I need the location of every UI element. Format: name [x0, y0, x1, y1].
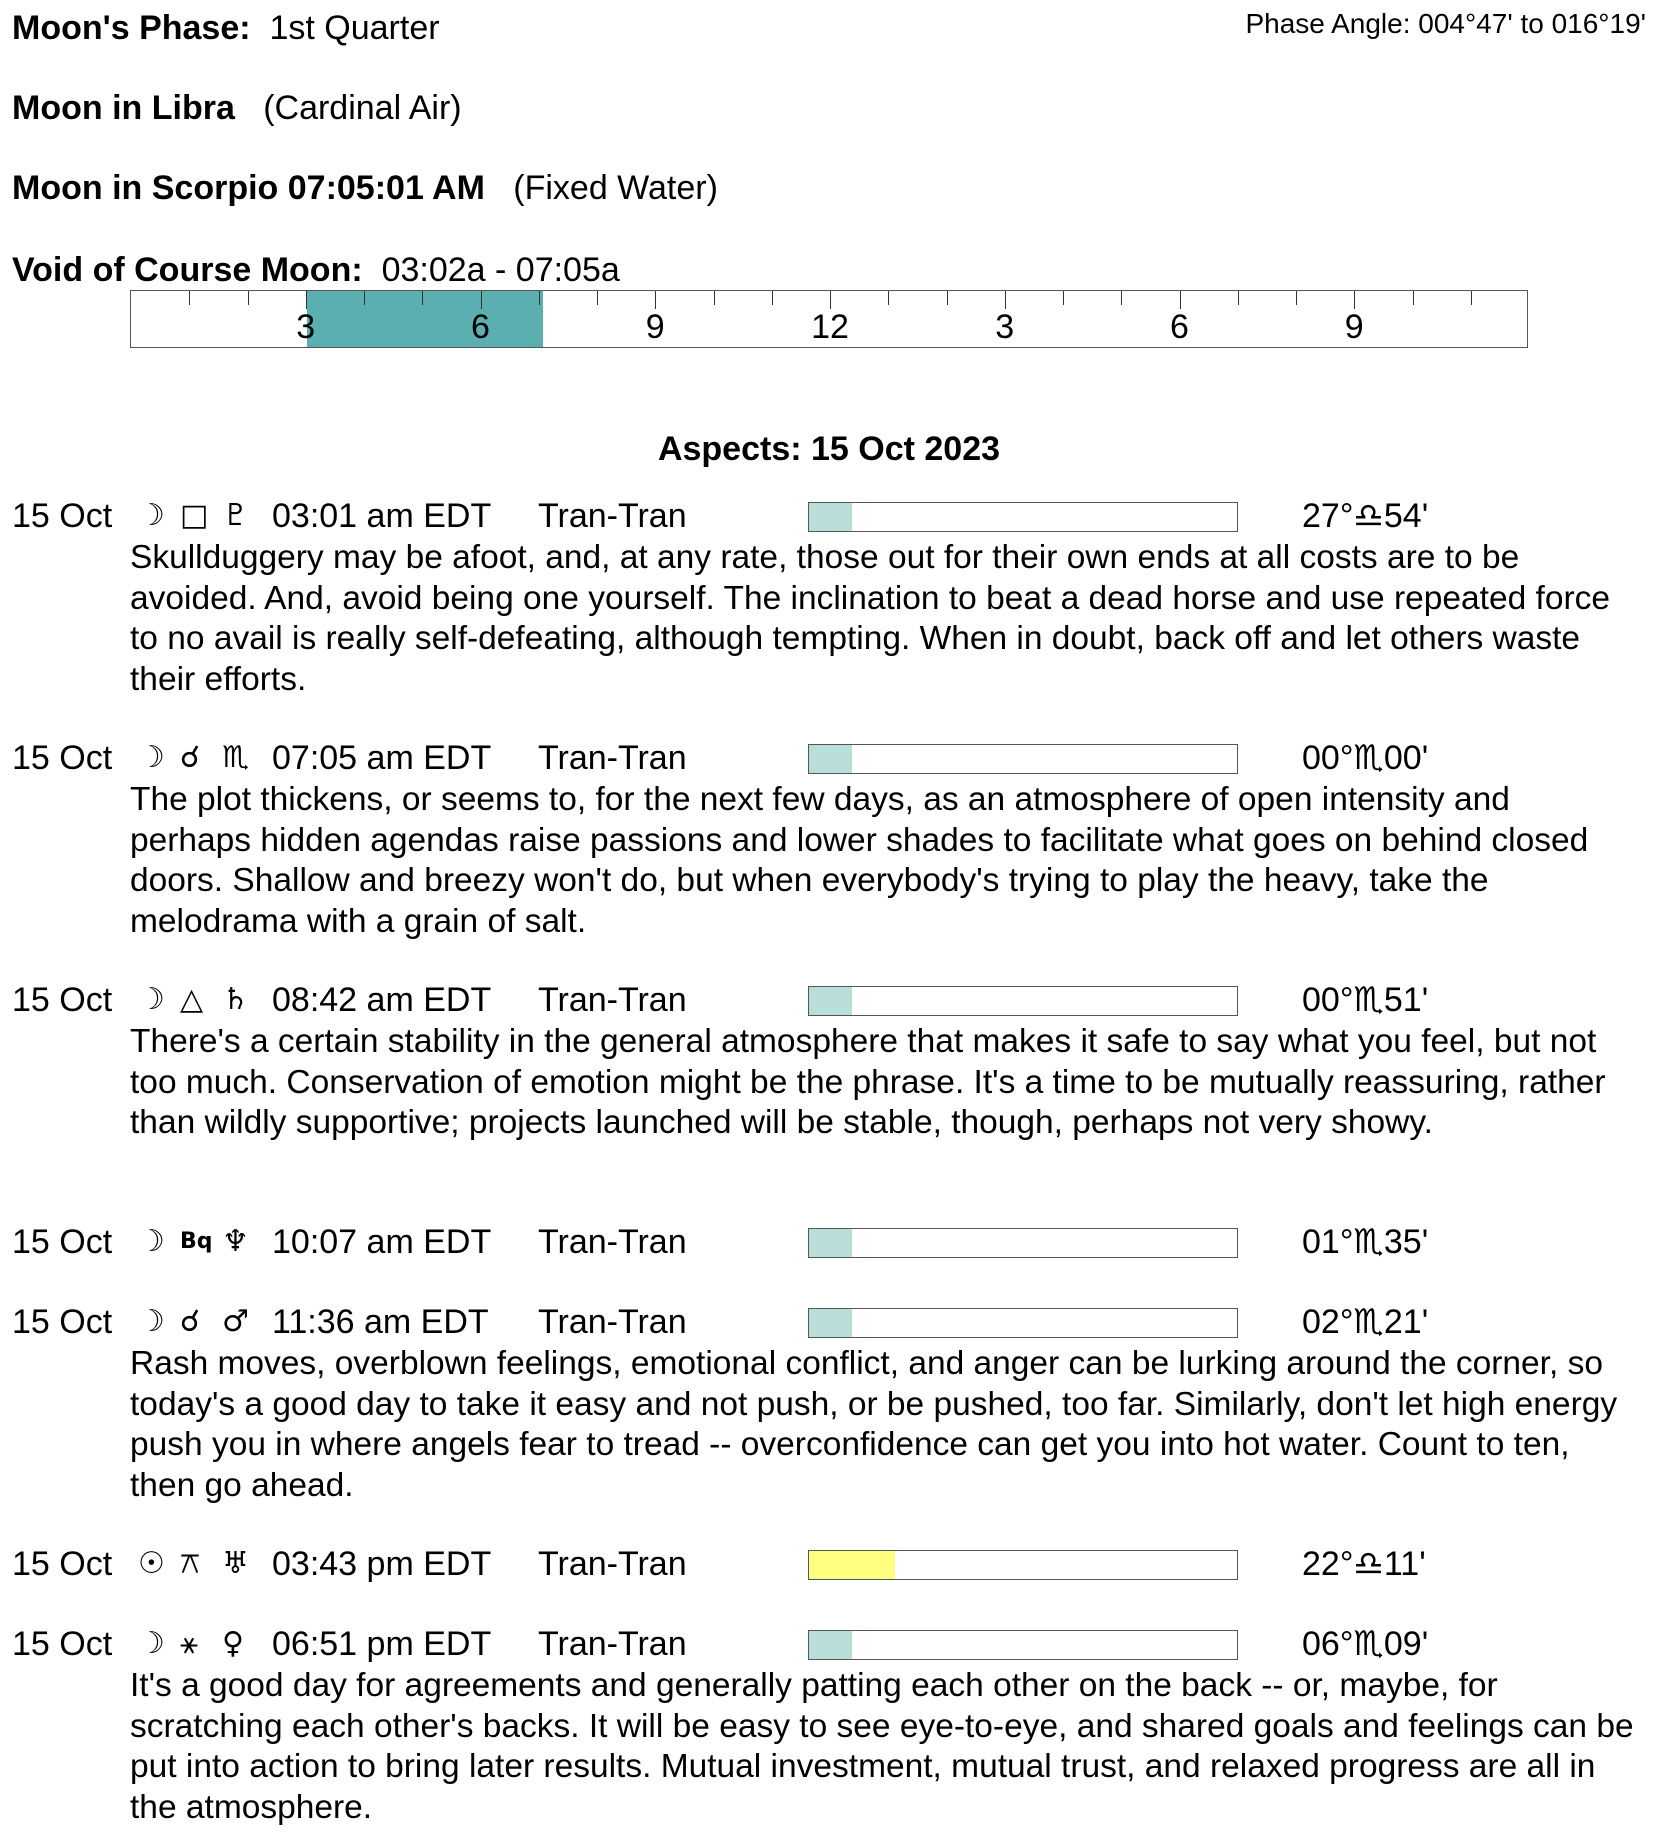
timeline-hour-label: 9 — [645, 308, 665, 346]
aspect-strength-fill — [809, 1309, 852, 1337]
timeline-hour-label: 6 — [1170, 308, 1189, 346]
aspect-strength-bar — [808, 1228, 1238, 1258]
aspect-header-line — [0, 1542, 1658, 1586]
moon-phase-label: Moon's Phase: — [12, 9, 251, 47]
timeline-tick — [189, 291, 190, 305]
aspect-strength-fill — [809, 503, 852, 531]
timeline-tick — [248, 291, 249, 305]
aspect-description: Skullduggery may be afoot, and, at any rate, those out for their own ends at all costs are to be avoided. And, avoid being one yourself. The inclination to beat a dead horse and use repeated force to no avail is really self-defeating, although tempting. When in doubt, back off and let others waste their efforts. — [130, 539, 1611, 698]
aspect-strength-fill — [809, 987, 852, 1015]
timeline-tick — [655, 291, 656, 309]
timeline-tick — [772, 291, 773, 305]
aspect-kind: Tran-Tran — [538, 1545, 687, 1583]
aspect-date: 15 Oct — [12, 1545, 113, 1583]
timeline-hour-label: 6 — [471, 308, 490, 346]
aspect-description: The plot thickens, or seems to, for the next few days, as an atmosphere of open intensity and perhaps hidden agendas raise passions and lower shades to facilitate what goes on behind closed doors. Shallow and breezy won't do, but when everybody's trying to play the heavy, take the melodrama with a grain of salt. — [130, 781, 1589, 940]
voc-value: 03:02a - 07:05a — [381, 251, 620, 289]
aspect-kind: Tran-Tran — [538, 1303, 687, 1341]
aspect-type-glyph: ☌ — [180, 740, 201, 775]
aspect-planet2-glyph: ♀ — [222, 1626, 244, 1661]
timeline-tick — [1413, 291, 1414, 305]
timeline-tick — [306, 291, 307, 309]
timeline-hour-label: 12 — [811, 308, 849, 346]
voc-label: Void of Course Moon: — [12, 251, 363, 289]
aspect-position: 01°♏35' — [1302, 1223, 1429, 1261]
aspect-type-glyph: ☌ — [180, 1304, 201, 1339]
aspect-planet1-glyph: ☽ — [138, 498, 165, 533]
aspect-entry — [0, 978, 1658, 1144]
aspect-strength-bar — [808, 986, 1238, 1016]
aspect-strength-bar — [808, 1308, 1238, 1338]
phase-angle: Phase Angle: 004°47' to 016°19' — [1245, 8, 1646, 39]
aspect-header-line — [0, 978, 1658, 1022]
aspect-time: 07:05 am EDT — [272, 739, 492, 777]
aspect-strength-fill — [809, 745, 852, 773]
timeline-tick — [422, 291, 423, 305]
aspects-title: Aspects: 15 Oct 2023 — [657, 430, 1001, 468]
aspect-strength-bar — [808, 502, 1238, 532]
timeline-tick — [1063, 291, 1064, 305]
timeline-tick — [1354, 291, 1355, 309]
timeline-tick — [1005, 291, 1006, 309]
aspect-description: There's a certain stability in the general atmosphere that makes it safe to say what you feel, but not too much. Conservation of emotion might be the phrase. It's a time to be mutually reassuring, rather than wildly supportive; projects launched will be stable, though, perhaps not very showy. — [130, 1023, 1606, 1141]
aspect-header-line — [0, 1622, 1658, 1666]
timeline-hour-label: 3 — [296, 308, 316, 346]
timeline-tick — [947, 291, 948, 305]
aspect-strength-bar — [808, 1550, 1238, 1580]
voc-row — [12, 250, 620, 290]
aspect-time: 06:51 pm EDT — [272, 1625, 492, 1663]
aspect-type-glyph: Bq — [180, 1229, 213, 1254]
aspect-date: 15 Oct — [12, 497, 113, 535]
aspect-kind: Tran-Tran — [538, 1223, 687, 1261]
aspect-date: 15 Oct — [12, 1625, 113, 1663]
moon-sign-row — [12, 88, 462, 128]
aspect-position: 22°♎11' — [1302, 1545, 1426, 1583]
moon-ingress-note: (Fixed Water) — [513, 169, 718, 207]
aspect-description: It's a good day for agreements and generally patting each other on the back -- or, maybe, for scratching each other's backs. It will be easy to see eye-to-eye, and shared goals and feelings can be put into action to bring later results. Mutual investment, mutual trust, and relaxed progress are all in the atmosphere. — [130, 1667, 1634, 1826]
aspect-entry — [0, 1542, 1658, 1586]
aspect-header-line — [0, 1300, 1658, 1344]
aspect-time: 11:36 am EDT — [272, 1303, 489, 1341]
timeline-tick — [539, 291, 540, 305]
voc-timeline — [130, 290, 1528, 348]
moon-ingress-row — [12, 168, 718, 208]
aspect-planet1-glyph: ☉ — [138, 1546, 165, 1581]
timeline-tick — [1238, 291, 1239, 305]
moon-phase-value: 1st Quarter — [269, 9, 440, 47]
aspect-header-line — [0, 1220, 1658, 1264]
aspect-entry — [0, 1220, 1658, 1264]
aspect-strength-bar — [808, 744, 1238, 774]
aspect-time: 10:07 am EDT — [272, 1223, 492, 1261]
aspect-entry — [0, 1300, 1658, 1506]
aspect-entry — [0, 1622, 1658, 1828]
aspect-position: 00°♏00' — [1302, 739, 1429, 777]
aspect-kind: Tran-Tran — [538, 981, 687, 1019]
timeline-tick — [364, 291, 365, 305]
aspect-planet1-glyph: ☽ — [138, 982, 165, 1017]
aspect-date: 15 Oct — [12, 981, 113, 1019]
timeline-tick — [714, 291, 715, 305]
aspect-date: 15 Oct — [12, 1223, 113, 1261]
aspect-strength-fill — [809, 1229, 852, 1257]
aspect-type-glyph: □ — [180, 498, 209, 533]
aspect-planet1-glyph: ☽ — [138, 1304, 165, 1339]
aspect-time: 03:01 am EDT — [272, 497, 492, 535]
aspect-planet2-glyph: ♅ — [222, 1546, 249, 1581]
aspect-strength-fill — [809, 1631, 852, 1659]
moon-sign-label: Moon in Libra — [12, 89, 235, 127]
voc-period-bar — [307, 291, 543, 347]
aspect-time: 08:42 am EDT — [272, 981, 492, 1019]
aspect-type-glyph: ⚹ — [180, 1626, 198, 1661]
aspect-planet2-glyph: ♆ — [222, 1224, 249, 1259]
aspect-entry — [0, 736, 1658, 942]
aspect-planet2-glyph: ♄ — [222, 982, 249, 1017]
timeline-tick — [888, 291, 889, 305]
timeline-tick — [597, 291, 598, 305]
timeline-hour-label: 9 — [1344, 308, 1364, 346]
aspect-header-line — [0, 736, 1658, 780]
aspect-date: 15 Oct — [12, 1303, 113, 1341]
timeline-tick — [830, 291, 831, 309]
timeline-tick — [1471, 291, 1472, 305]
aspect-position: 02°♏21' — [1302, 1303, 1429, 1341]
aspect-type-glyph: ⚻ — [180, 1546, 200, 1581]
aspect-header-line — [0, 494, 1658, 538]
aspect-strength-fill — [809, 1551, 895, 1579]
moon-phase-row — [12, 8, 440, 48]
aspect-position: 06°♏09' — [1302, 1625, 1429, 1663]
timeline-tick — [1121, 291, 1122, 305]
moon-ingress-label: Moon in Scorpio 07:05:01 AM — [12, 169, 485, 207]
aspect-planet1-glyph: ☽ — [138, 1626, 165, 1661]
aspect-description: Rash moves, overblown feelings, emotional conflict, and anger can be lurking around the corner, so today's a good day to take it easy and not push, or be pushed, too far. Similarly, don't let high energy push you in where angels fear to tread -- overconfidence can get you into hot water. Count to ten, then go ahead. — [130, 1345, 1618, 1504]
aspect-kind: Tran-Tran — [538, 739, 687, 777]
aspect-kind: Tran-Tran — [538, 1625, 687, 1663]
timeline-tick — [481, 291, 482, 309]
aspect-position: 00°♏51' — [1302, 981, 1429, 1019]
aspect-position: 27°♎54' — [1302, 497, 1429, 535]
aspect-planet2-glyph: ♂ — [222, 1304, 249, 1339]
aspect-date: 15 Oct — [12, 739, 113, 777]
aspect-planet1-glyph: ☽ — [138, 740, 165, 775]
aspect-planet1-glyph: ☽ — [138, 1224, 165, 1259]
aspect-kind: Tran-Tran — [538, 497, 687, 535]
timeline-tick — [1180, 291, 1181, 309]
aspect-strength-bar — [808, 1630, 1238, 1660]
timeline-tick — [1296, 291, 1297, 305]
aspect-type-glyph: △ — [180, 982, 204, 1017]
moon-sign-note: (Cardinal Air) — [263, 89, 462, 127]
aspect-entry — [0, 494, 1658, 700]
aspect-planet2-glyph: ♇ — [222, 498, 249, 533]
aspect-planet2-glyph: ♏ — [222, 740, 249, 775]
timeline-hour-label: 3 — [995, 308, 1015, 346]
aspect-time: 03:43 pm EDT — [272, 1545, 492, 1583]
